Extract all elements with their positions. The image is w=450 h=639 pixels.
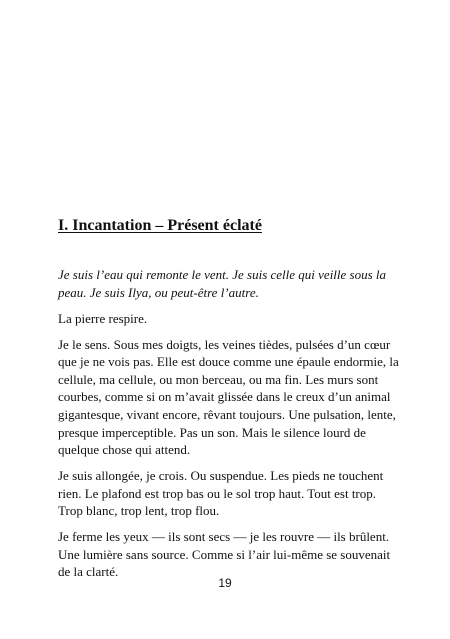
paragraph: La pierre respire. bbox=[58, 310, 148, 326]
chapter-body bbox=[58, 266, 400, 589]
page-number: 19 bbox=[218, 576, 232, 590]
epigraph-paragraph: Je suis l’eau qui remonte le vent. Je suis celle qui veille sous la peau. Je suis Ilya, ou peut-être l’autre. bbox=[58, 267, 387, 300]
paragraph: Je suis allongée, je crois. Ou suspendue. Les pieds ne touchent rien. Le plafond est trop bas ou le sol trop haut. Tout est trop. Trop blanc, trop lent, trop flou. bbox=[58, 468, 384, 519]
chapter-title: I. Incantation – Présent éclaté bbox=[58, 217, 262, 234]
paragraph: Je le sens. Sous mes doigts, les veines tièdes, pulsées d’un cœur que je ne vois pas. Elle est douce comme une épaule endormie, la cellule, ma cellule, ou mon berceau, ou ma fin. Les murs sont courbes, comme si on m’avait glissée dans le creux d’un animal gigantesque, vivant encore, rêvant toujours. Une pulsation, lente, presque imperceptible. Pas un son. Mais le silence lourd de quelque chose qui attend. bbox=[58, 336, 399, 458]
paragraph: Je ferme les yeux — ils sont secs — je les rouvre — ils brûlent. Une lumière sans source. Comme si l’air lui-même se souvenait de la clarté. bbox=[58, 529, 391, 580]
